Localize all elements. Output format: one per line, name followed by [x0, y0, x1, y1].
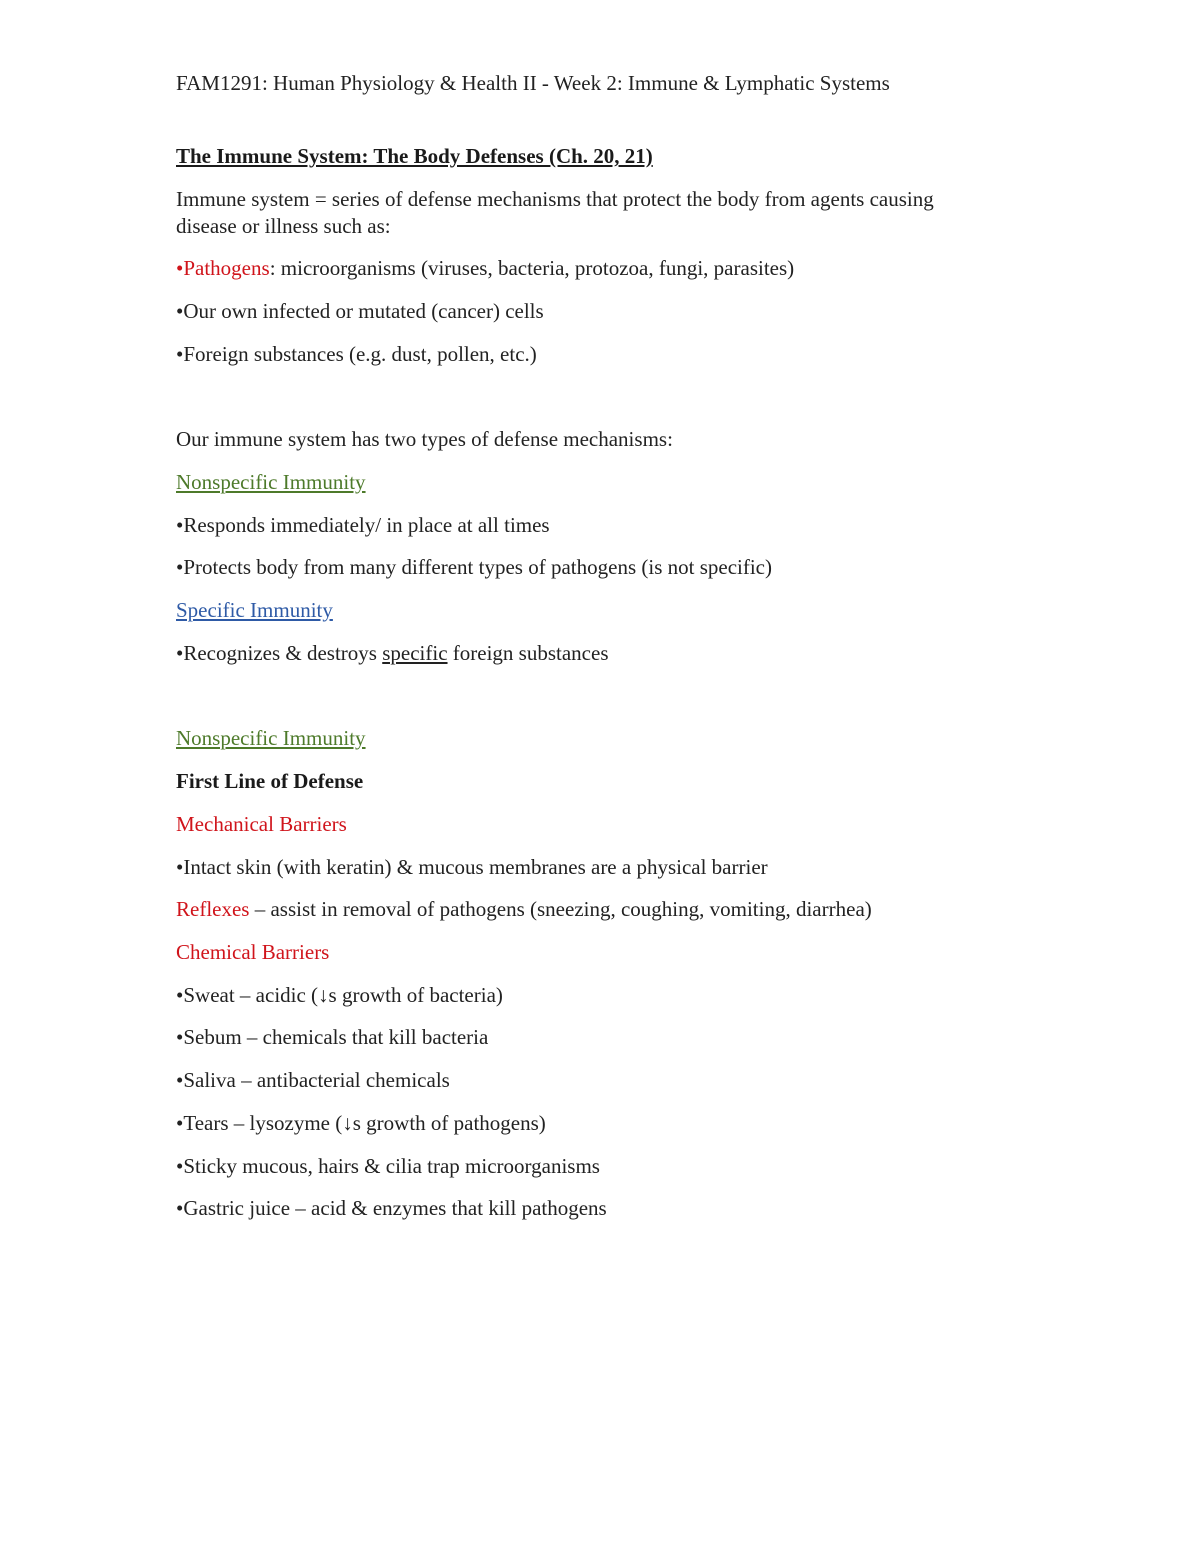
heading-mechanical-barriers: Mechanical Barriers	[176, 812, 347, 836]
defense-types-intro: Our immune system has two types of defense mechanisms:	[176, 427, 673, 451]
heading-specific-immunity: Specific Immunity	[176, 598, 333, 622]
specific-bullet-post: foreign substances	[447, 641, 609, 665]
pathogens-label: •Pathogens	[176, 256, 270, 280]
reflexes-label: Reflexes	[176, 897, 250, 921]
heading-first-line-of-defense: First Line of Defense	[176, 769, 364, 793]
section-title-immune-system: The Immune System: The Body Defenses (Ch. 20, 21)	[176, 144, 653, 168]
specific-bullet-pre: •Recognizes & destroys	[176, 641, 383, 665]
bullet-recognizes-destroys	[176, 640, 609, 667]
specific-bullet-underlined: specific	[382, 641, 448, 665]
heading-nonspecific-immunity-2: Nonspecific Immunity	[176, 726, 366, 750]
heading-chemical-barriers: Chemical Barriers	[176, 940, 330, 964]
document-header: FAM1291: Human Physiology & Health II - Week 2: Immune & Lymphatic Systems	[176, 71, 890, 95]
bullet-responds-immediately: •Responds immediately/ in place at all times	[176, 513, 550, 537]
bullet-gastric-juice: •Gastric juice – acid & enzymes that kill pathogens	[176, 1196, 607, 1220]
bullet-intact-skin: •Intact skin (with keratin) & mucous membranes are a physical barrier	[176, 855, 768, 879]
bullet-tears: •Tears – lysozyme (↓s growth of pathogens)	[176, 1111, 546, 1135]
reflexes-text: – assist in removal of pathogens (sneezing, coughing, vomiting, diarrhea)	[249, 897, 872, 921]
pathogens-text: : microorganisms (viruses, bacteria, protozoa, fungi, parasites)	[269, 256, 795, 280]
immune-system-definition: Immune system = series of defense mechanisms that protect the body from agents causing disease or illness such as:	[176, 187, 934, 238]
heading-nonspecific-immunity: Nonspecific Immunity	[176, 470, 366, 494]
bullet-foreign-substances: •Foreign substances (e.g. dust, pollen, etc.)	[176, 342, 537, 366]
reflexes-line	[176, 896, 872, 923]
bullet-protects-body: •Protects body from many different types of pathogens (is not specific)	[176, 555, 772, 579]
bullet-sticky-mucous: •Sticky mucous, hairs & cilia trap microorganisms	[176, 1154, 600, 1178]
bullet-sebum: •Sebum – chemicals that kill bacteria	[176, 1025, 489, 1049]
bullet-pathogens	[176, 255, 794, 282]
bullet-sweat: •Sweat – acidic (↓s growth of bacteria)	[176, 983, 503, 1007]
bullet-infected-cells: •Our own infected or mutated (cancer) cells	[176, 299, 544, 323]
bullet-saliva: •Saliva – antibacterial chemicals	[176, 1068, 450, 1092]
